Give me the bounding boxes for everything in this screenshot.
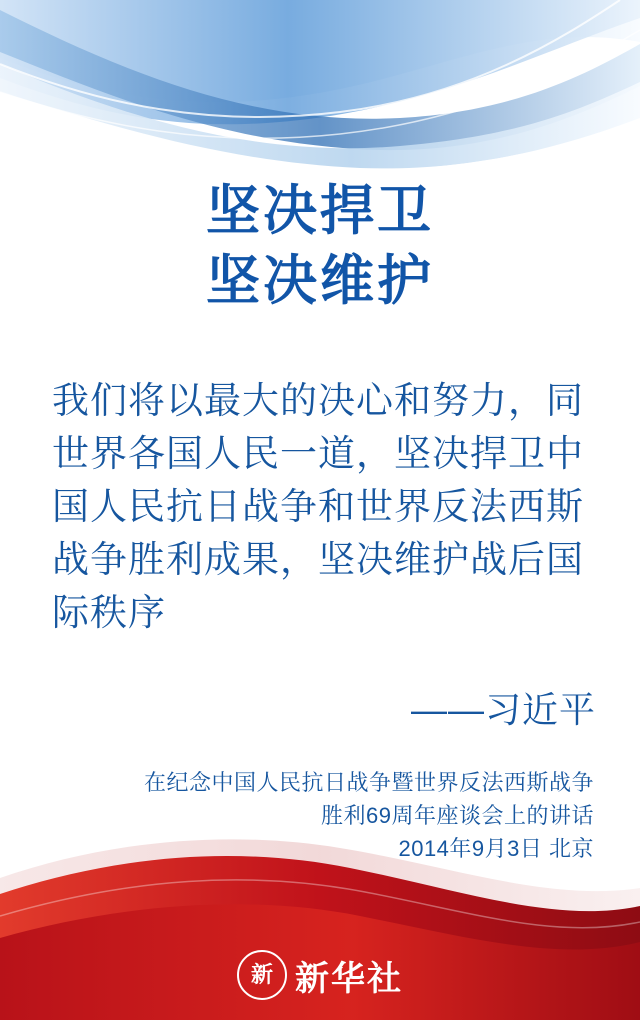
source-line-1: 在纪念中国人民抗日战争暨世界反法西斯战争 [143, 770, 594, 795]
quote-body: 我们将以最大的决心和努力，同世界各国人民一道，坚决捍卫中国人民抗日战争和世界反法西斯战争胜利成果，坚决维护战后国际秩序 [52, 380, 584, 633]
headline-line-1: 坚决捍卫 [206, 181, 434, 241]
poster-headline [0, 176, 640, 316]
source-line-3: 2014年9月3日 北京 [398, 836, 594, 861]
headline-line-2: 坚决维护 [206, 251, 434, 311]
xinhua-logo [237, 950, 403, 1000]
source-line-2: 胜利69周年座谈会上的讲话 [321, 803, 594, 828]
xinhua-logo-text: 新华社 [295, 958, 403, 999]
xinhua-emblem-icon: 新 [237, 950, 287, 1000]
quote-source [0, 766, 594, 865]
quote-attribution: ——习近平 [410, 689, 596, 730]
